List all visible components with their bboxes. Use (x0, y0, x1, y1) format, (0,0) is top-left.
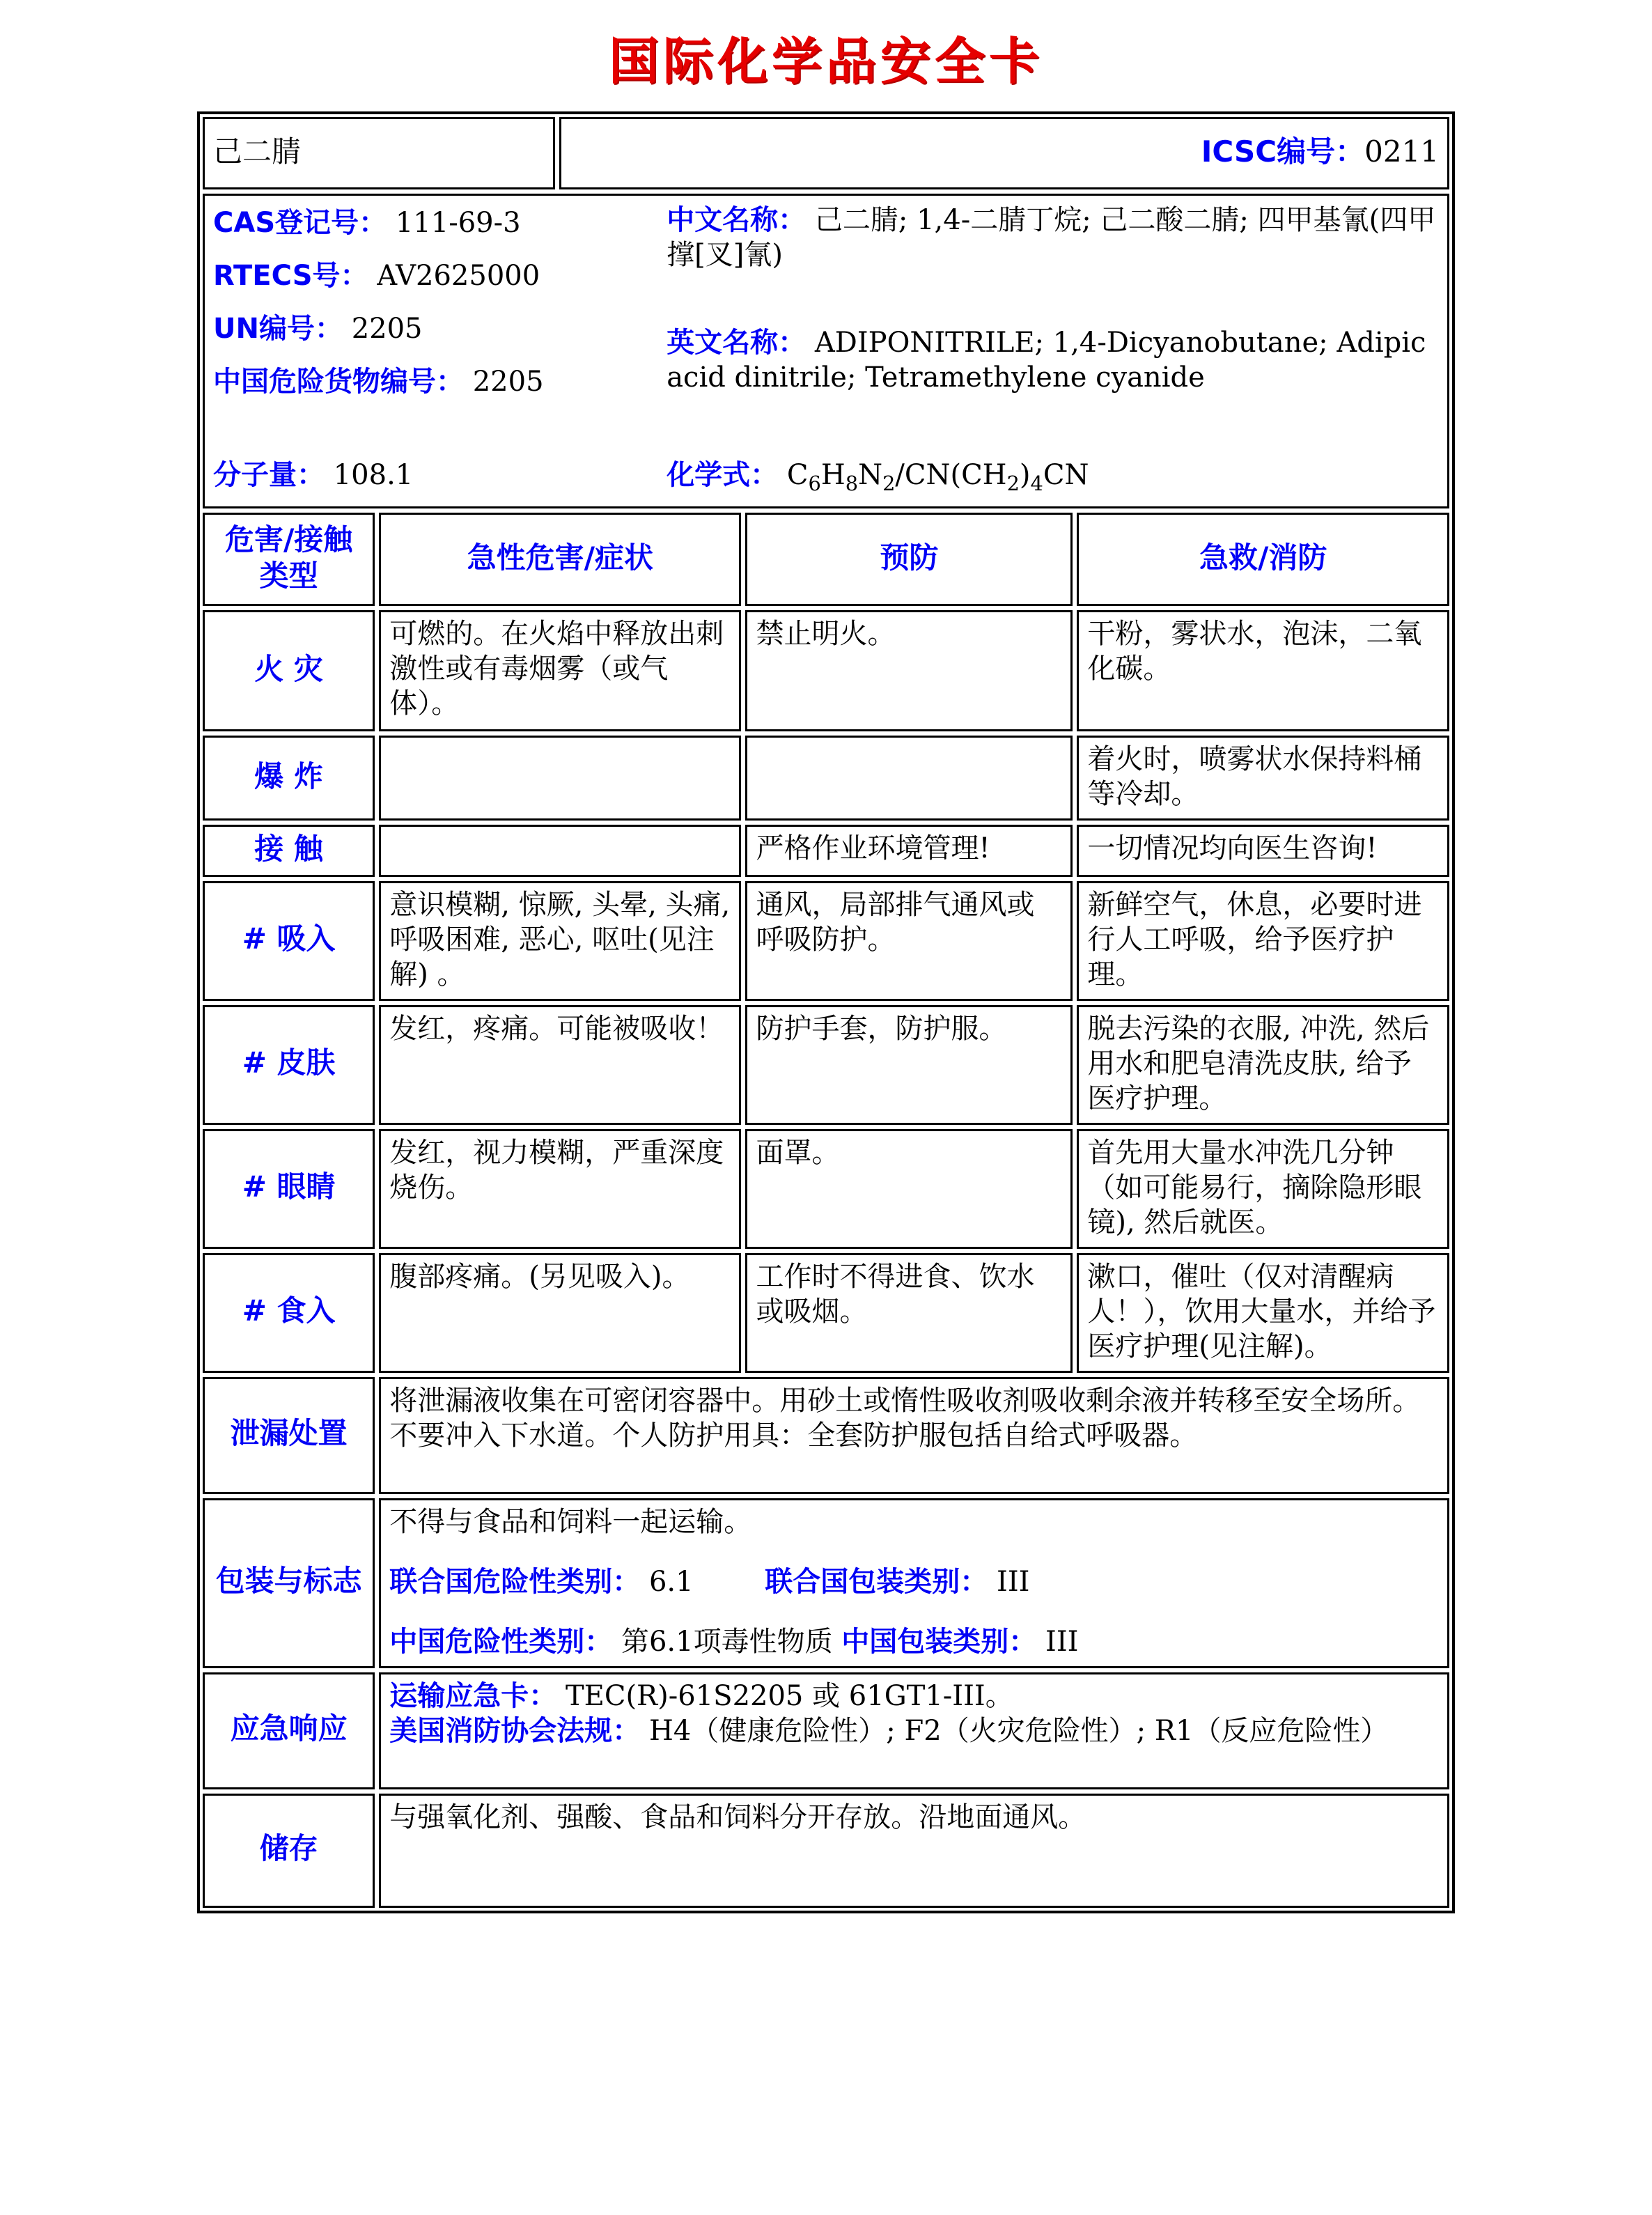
exposure-symptoms (379, 825, 741, 877)
header-first-aid: 急救/消防 (1077, 513, 1449, 606)
identification-cell (203, 194, 1449, 508)
nfpa-label: 美国消防协会法规： (389, 1714, 641, 1747)
spill-text: 将泄漏液收集在可密闭容器中。用砂土或惰性吸收剂吸收剩余液并转移至安全场所。不要冲入下水道。个人防护用具：全套防护服包括自给式呼吸器。 (379, 1377, 1449, 1494)
explosion-prevention (745, 736, 1073, 821)
header-prevention: 预防 (745, 513, 1073, 606)
storage-label: 储存 (203, 1794, 375, 1908)
ingestion-firstaid: 漱口，催吐（仅对清醒病人！），饮用大量水，并给予医疗护理(见注解)。 (1077, 1253, 1449, 1373)
china-dg-value: 2205 (472, 366, 544, 398)
tec-card-line (389, 1679, 1439, 1713)
cn-hazard-class-value: 第6.1项毒性物质 (621, 1625, 833, 1658)
nfpa-line (389, 1713, 1439, 1748)
card-header-row (201, 115, 1451, 192)
hazard-table (201, 511, 1451, 1910)
exposure-firstaid: 一切情况均向医生咨询! (1077, 825, 1449, 877)
page-title: 国际化学品安全卡 (608, 31, 1043, 91)
rtecs-number-line (213, 258, 667, 293)
cas-number-line (213, 205, 667, 240)
substance-name: 己二腈 (203, 117, 555, 189)
header-acute-hazards: 急性危害/症状 (379, 513, 741, 606)
eyes-symptoms: 发红，视力模糊，严重深度烧伤。 (379, 1129, 741, 1249)
icsc-number-cell (559, 117, 1449, 189)
nfpa-value: H4（健康危险性）; F2（火灾危险性）; R1（反应危险性） (648, 1714, 1389, 1747)
cn-hazard-class-label: 中国危险性类别： (389, 1625, 613, 1658)
safety-card (197, 111, 1455, 1913)
rtecs-value: AV2625000 (377, 260, 540, 292)
skin-firstaid: 脱去污染的衣服, 冲洗, 然后用水和肥皂清洗皮肤, 给予医疗护理。 (1077, 1005, 1449, 1125)
molecular-weight-value: 108.1 (333, 459, 414, 491)
packaging-transport-note: 不得与食品和饲料一起运输。 (389, 1505, 752, 1538)
packaging-text (379, 1498, 1449, 1668)
explosion-label: 爆 炸 (203, 736, 375, 821)
fire-prevention: 禁止明火。 (745, 610, 1073, 731)
inhalation-prevention: 通风，局部排气通风或呼吸防护。 (745, 881, 1073, 1001)
exposure-prevention: 严格作业环境管理! (745, 825, 1073, 877)
chinese-name-line (667, 203, 1439, 272)
skin-symptoms: 发红，疼痛。可能被吸收！ (379, 1005, 741, 1125)
un-label: UN编号： (213, 313, 343, 345)
chemical-names (667, 200, 1439, 417)
fire-label: 火 灾 (203, 610, 375, 731)
packaging-label: 包装与标志 (203, 1498, 375, 1668)
cas-label: CAS登记号： (213, 207, 387, 239)
china-dg-label: 中国危险货物编号： (213, 366, 464, 398)
un-hazard-class-value: 6.1 (648, 1565, 694, 1598)
english-name-line (667, 325, 1439, 395)
explosion-symptoms (379, 736, 741, 821)
header-hazard-type: 危害/接触类型 (203, 513, 375, 606)
un-classification-line (389, 1564, 1439, 1599)
registry-numbers (213, 200, 667, 417)
chemical-formula-label: 化学式： (667, 459, 779, 491)
molecular-weight-line (213, 458, 667, 497)
fire-firstaid: 干粉，雾状水，泡沫，二氧化碳。 (1077, 610, 1449, 731)
skin-label: # 皮肤 (203, 1005, 375, 1125)
english-name-label: 英文名称： (667, 327, 806, 359)
eyes-prevention: 面罩。 (745, 1129, 1073, 1249)
eyes-firstaid: 首先用大量水冲洗几分钟（如可能易行，摘除隐形眼镜), 然后就医。 (1077, 1129, 1449, 1249)
molecular-weight-label: 分子量： (213, 459, 325, 491)
ingestion-prevention: 工作时不得进食、饮水或吸烟。 (745, 1253, 1073, 1373)
explosion-firstaid: 着火时，喷雾状水保持料桶等冷却。 (1077, 736, 1449, 821)
eyes-label: # 眼睛 (203, 1129, 375, 1249)
ingestion-label: # 食入 (203, 1253, 375, 1373)
china-dg-number-line (213, 364, 667, 399)
ingestion-symptoms: 腹部疼痛。(另见吸入)。 (379, 1253, 741, 1373)
storage-text: 与强氧化剂、强酸、食品和饲料分开存放。沿地面通风。 (379, 1794, 1449, 1908)
un-hazard-class-label: 联合国危险性类别： (389, 1565, 641, 1598)
english-name-value: ADIPONITRILE; 1,4-Dicyanobutane; Adipic acid dinitrile; Tetramethylene cyanide (667, 327, 1426, 394)
chemical-formula-line (667, 458, 1439, 497)
emergency-response-label: 应急响应 (203, 1672, 375, 1789)
emergency-response-text (379, 1672, 1449, 1789)
chemical-formula-value: $C_6H_8N_2/CN(CH_2)_4CN$ (786, 459, 1089, 495)
skin-prevention: 防护手套，防护服。 (745, 1005, 1073, 1125)
chinese-name-label: 中文名称： (667, 204, 806, 236)
un-packing-group-label: 联合国包装类别： (765, 1565, 988, 1598)
inhalation-firstaid: 新鲜空气，休息，必要时进行人工呼吸，给予医疗护理。 (1077, 881, 1449, 1001)
tec-card-label: 运输应急卡： (389, 1679, 557, 1712)
cn-packing-group-value: III (1045, 1625, 1079, 1658)
inhalation-label: # 吸入 (203, 881, 375, 1001)
inhalation-symptoms: 意识模糊, 惊厥, 头晕, 头痛, 呼吸困难, 恶心, 呕吐(见注解) 。 (379, 881, 741, 1001)
un-value: 2205 (351, 313, 423, 345)
tec-card-value: TEC(R)-61S2205 或 61GT1-III。 (565, 1679, 1013, 1712)
exposure-label: 接 触 (203, 825, 375, 877)
identification-section (201, 192, 1451, 511)
un-number-line (213, 311, 667, 346)
icsc-label: ICSC编号： (1201, 134, 1365, 169)
rtecs-label: RTECS号： (213, 260, 368, 292)
un-packing-group-value: III (997, 1565, 1030, 1598)
identification-grid (213, 200, 1439, 497)
chinese-name-value: 己二腈; 1,4-二腈丁烷; 己二酸二腈; 四甲基氰(四甲撑[叉]氰) (667, 204, 1436, 271)
cn-classification-line (389, 1624, 1439, 1659)
fire-symptoms: 可燃的。在火焰中释放出刺激性或有毒烟雾（或气体）。 (379, 610, 741, 731)
cn-packing-group-label: 中国包装类别： (841, 1625, 1037, 1658)
icsc-number: 0211 (1364, 134, 1439, 169)
spill-label: 泄漏处置 (203, 1377, 375, 1494)
cas-value: 111-69-3 (395, 207, 521, 239)
